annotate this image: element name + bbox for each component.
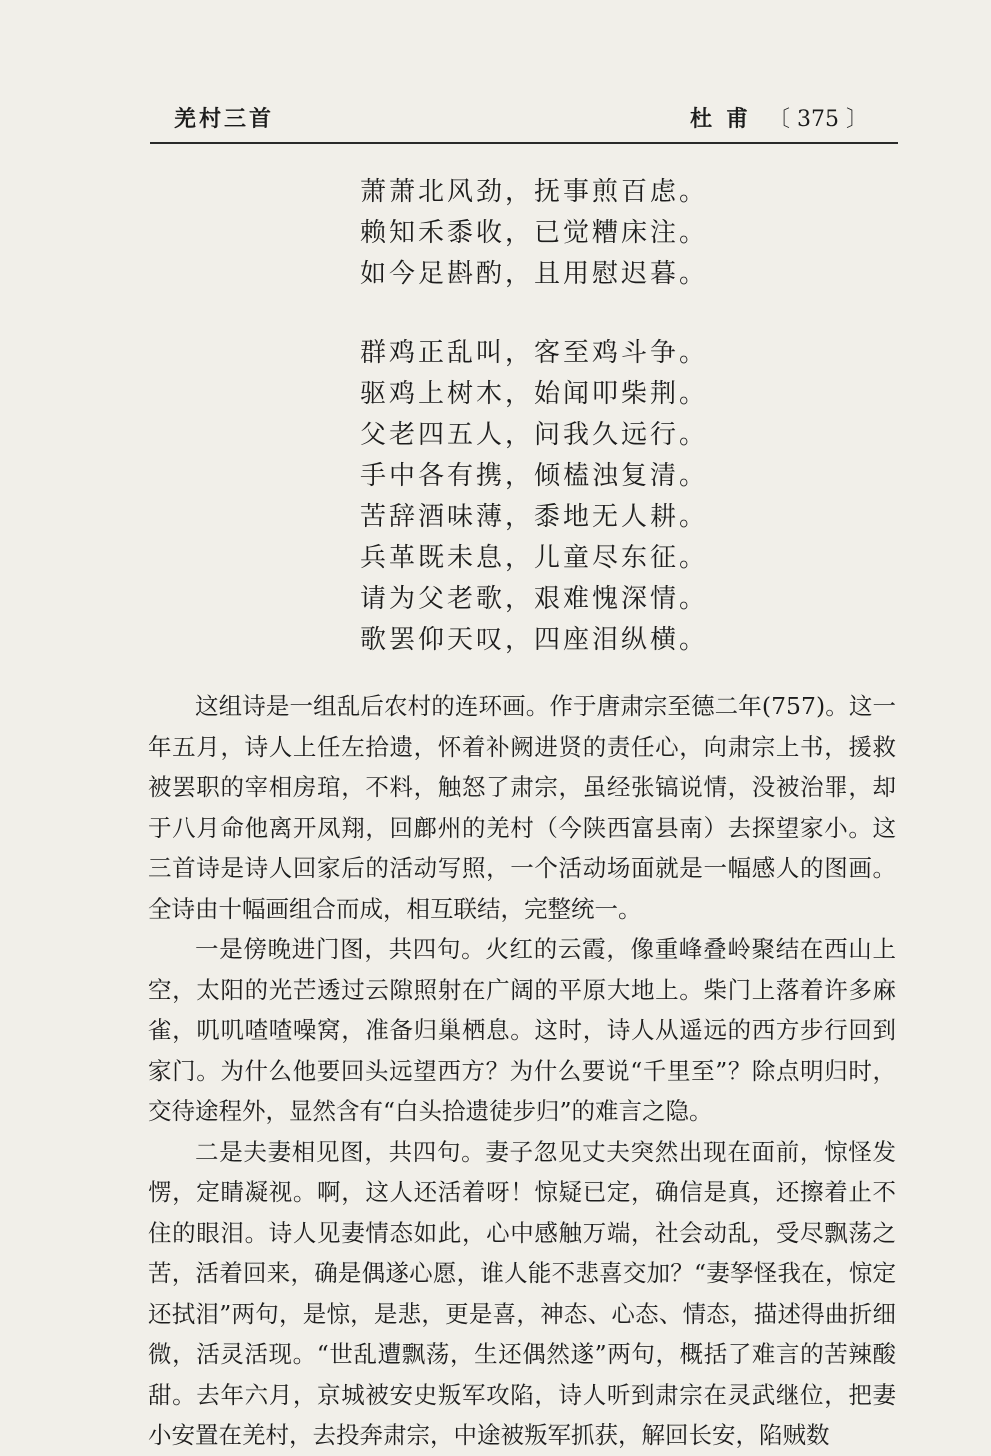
poem-text	[360, 172, 760, 661]
page-header	[150, 96, 898, 144]
poem-line: 如今足斟酌，且用慰迟暮。	[360, 259, 709, 289]
poem-line: 兵革既未息，儿童尽东征。	[360, 543, 709, 573]
running-title: 羌村三首	[174, 106, 275, 132]
commentary-paragraph: 这组诗是一组乱后农村的连环画。作于唐肃宗至德二年(757)。这一年五月，诗人上任左拾遗，怀着补阙进贤的责任心，向肃宗上书，援救被罢职的宰相房琯，不料，触怒了肃宗，虽经张镐说情，没被治罪，却于八月命他离开凤翔，回鄜州的羌村（今陕西富县南）去探望家小。这三首诗是诗人回家后的活动写照，一个活动场面就是一幅感人的图画。全诗由十幅画组合而成，相互联结，完整统一。	[148, 692, 896, 923]
poem-line: 群鸡正乱叫，客至鸡斗争。	[360, 338, 709, 368]
poem-line: 萧萧北风劲，抚事煎百虑。	[360, 177, 709, 207]
poem-line: 父老四五人，问我久远行。	[360, 420, 709, 450]
poem-line: 苦辞酒味薄，黍地无人耕。	[360, 502, 709, 532]
running-author: 杜甫	[690, 106, 763, 132]
poem-line: 赖知禾黍收，已觉糟床注。	[360, 218, 709, 248]
poem-line: 驱鸡上树木，始闻叩柴荆。	[360, 379, 709, 409]
commentary-paragraph: 二是夫妻相见图，共四句。妻子忽见丈夫突然出现在面前，惊怪发愣，定睛凝视。啊，这人还活着呀！惊疑已定，确信是真，还擦着止不住的眼泪。诗人见妻情态如此，心中感触万端，社会动乱，受尽飘荡之苦，活着回来，确是偶遂心愿，谁人能不悲喜交加？“妻孥怪我在，惊定还拭泪”两句，是惊，是悲，更是喜，神态、心态、情态，描述得曲折细微，活灵活现。“世乱遭飘荡，生还偶然遂”两句，概括了难言的苦辣酸甜。去年六月，京城被安史叛军攻陷，诗人听到肃宗在灵武继位，把妻小安置在羌村，去投奔肃宗，中途被叛军抓获，解回长安，陷贼数	[148, 1137, 896, 1449]
poem-line: 请为父老歌，艰难愧深情。	[360, 584, 709, 614]
poem-line: 手中各有携，倾榼浊复清。	[360, 461, 709, 491]
poem-line: 歌罢仰天叹，四座泪纵横。	[360, 625, 709, 655]
page-number: 〔 375 〕	[768, 107, 868, 132]
commentary-body	[148, 686, 896, 1456]
commentary-paragraph: 一是傍晚进门图，共四句。火红的云霞，像重峰叠岭聚结在西山上空，太阳的光芒透过云隙照射在广阔的平原大地上。柴门上落着许多麻雀，叽叽喳喳噪窝，准备归巢栖息。这时，诗人从遥远的西方步行回到家门。为什么他要回头远望西方？为什么要说“千里至”？除点明归时，交待途程外，显然含有“白头拾遗徒步归”的难言之隐。	[148, 935, 896, 1125]
stanza-break	[360, 295, 760, 333]
header-author-page	[690, 102, 868, 133]
